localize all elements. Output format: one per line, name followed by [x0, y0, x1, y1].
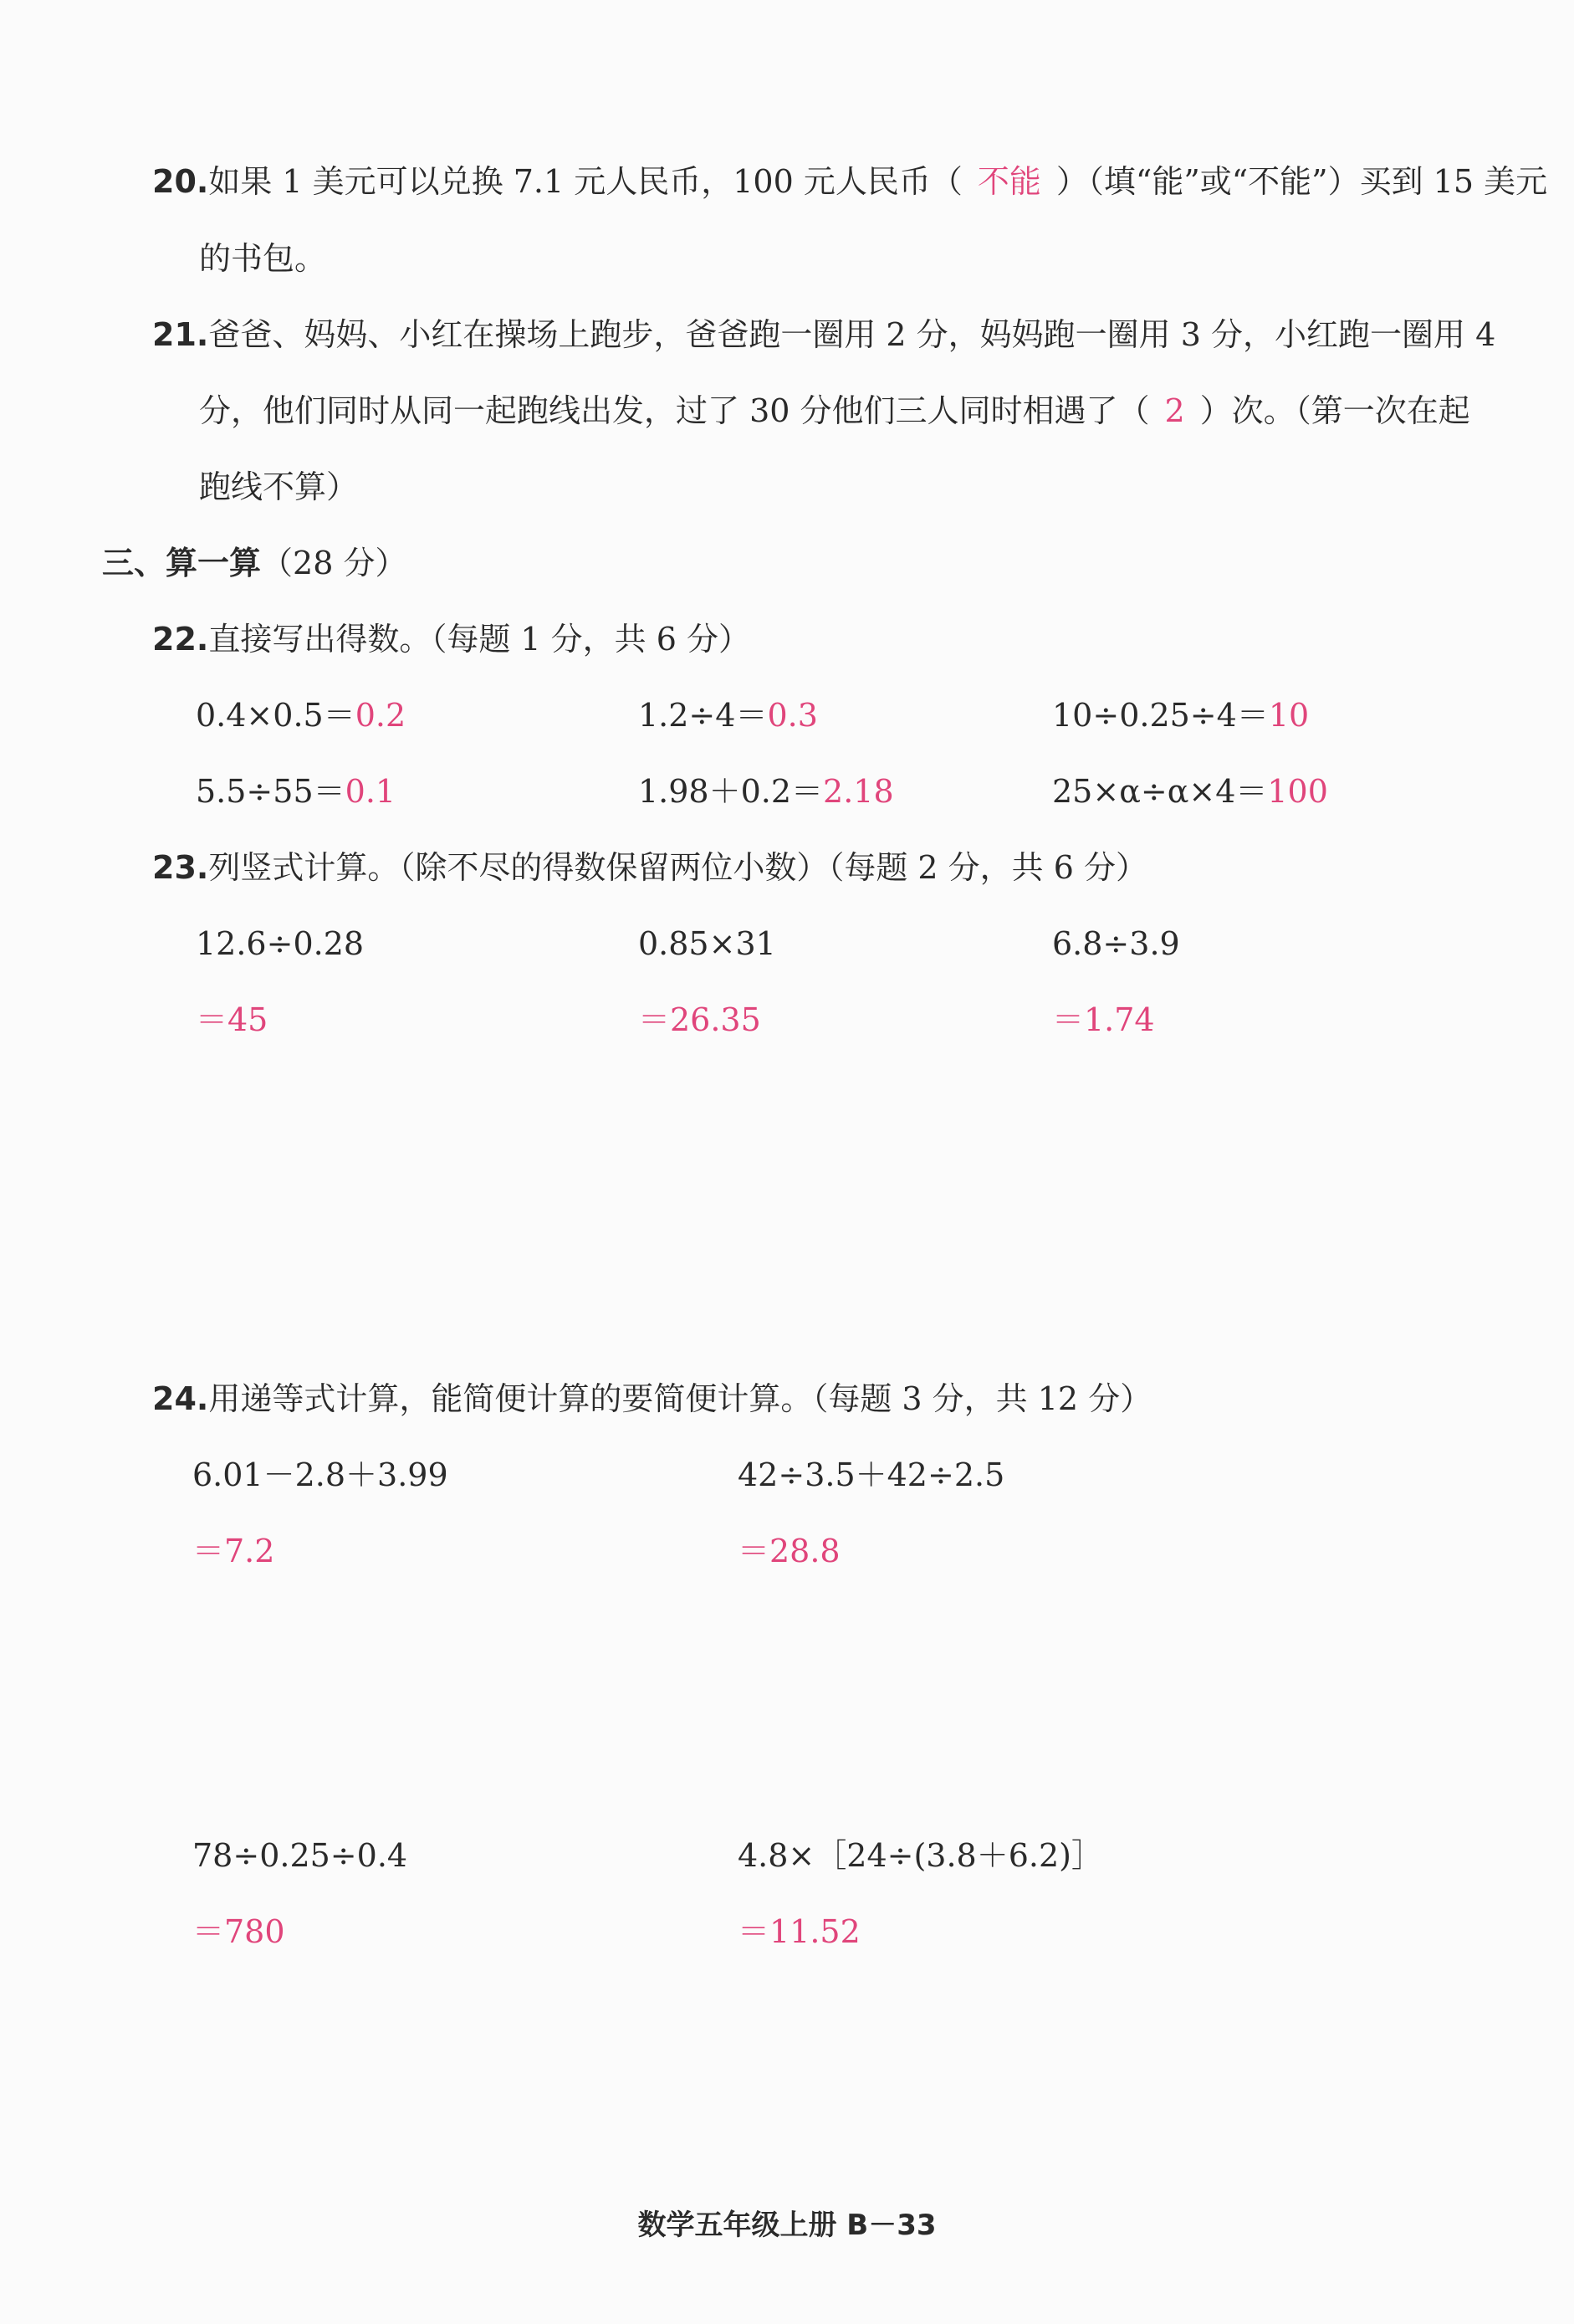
q22-item-2: [638, 697, 818, 734]
q20-text-b: ）（填“能”或“不能”）买到 15 美元: [1055, 163, 1548, 200]
q24-expr-2: 42÷3.5＋42÷2.5: [738, 1456, 1005, 1493]
q22-expr: 0.4×0.5＝: [196, 697, 355, 734]
q24-heading: [152, 1380, 1152, 1417]
q22-item-1: [196, 697, 406, 734]
q21-number: 21.: [152, 316, 209, 353]
q22-expr: 10÷0.25÷4＝: [1052, 697, 1269, 734]
q21-text-1: 爸爸、妈妈、小红在操场上跑步，爸爸跑一圈用 2 分，妈妈跑一圈用 3 分，小红跑一圈用 4: [208, 316, 1496, 353]
q20-line1: [152, 163, 1548, 200]
q23-expr-2: 0.85×31: [638, 925, 776, 962]
q21-text-2a: 分，他们同时从同一起跑线出发，过了 30 分他们三人同时相遇了（: [199, 392, 1150, 429]
q22-item-5: [638, 773, 894, 810]
q24-answer-2: ＝28.8: [738, 1533, 841, 1569]
q22-answer: 10: [1268, 697, 1310, 734]
q24-note: （每题 3 分，共 12 分）: [812, 1380, 1152, 1417]
q21-text-2b: ）次。（第一次在起: [1199, 392, 1470, 429]
q23-heading: [152, 849, 1148, 886]
q21-answer: 2: [1164, 392, 1185, 429]
q22-item-4: [196, 773, 396, 810]
q22-answer: 0.2: [355, 697, 406, 734]
q22-expr: 1.98＋0.2＝: [638, 773, 824, 810]
q23-answer-3: ＝1.74: [1052, 1001, 1155, 1038]
q22-note: （每题 1 分，共 6 分）: [431, 621, 751, 658]
q23-note: （除不尽的得数保留两位小数）（每题 2 分，共 6 分）: [399, 849, 1148, 886]
q22-heading: [152, 621, 751, 658]
q23-answer-2: ＝26.35: [638, 1001, 761, 1038]
q20-text-a: 如果 1 美元可以兑换 7.1 元人民币，100 元人民币（: [208, 163, 963, 200]
q22-answer: 100: [1267, 773, 1328, 810]
q24-number: 24.: [152, 1380, 209, 1417]
q23-title: 列竖式计算。: [208, 849, 400, 886]
section-3-score: （28 分）: [261, 545, 407, 581]
q20-number: 20.: [152, 163, 209, 200]
q23-answer-1: ＝45: [196, 1001, 268, 1038]
q22-number: 22.: [152, 621, 209, 658]
q24-answer-1: ＝7.2: [192, 1533, 275, 1569]
q24-expr-3: 78÷0.25÷0.4: [192, 1837, 408, 1874]
q24-answer-4: ＝11.52: [738, 1913, 861, 1950]
q22-answer: 0.1: [345, 773, 396, 810]
q21-line3: 跑线不算）: [199, 468, 359, 505]
q22-expr: 25×α÷α×4＝: [1052, 773, 1268, 810]
q21-line2: [199, 392, 1470, 429]
section-3-heading: [102, 547, 406, 579]
q20-line2: 的书包。: [199, 240, 327, 277]
q23-expr-3: 6.8÷3.9: [1052, 925, 1180, 962]
q23-number: 23.: [152, 849, 209, 886]
q23-expr-1: 12.6÷0.28: [196, 925, 365, 962]
q22-answer: 2.18: [823, 773, 894, 810]
q21-line1: [152, 316, 1496, 353]
q22-item-6: [1052, 773, 1328, 810]
q20-answer: 不能: [977, 163, 1041, 200]
q24-expr-1: 6.01－2.8＋3.99: [192, 1456, 448, 1493]
q22-title: 直接写出得数。: [208, 621, 432, 658]
page-footer: 数学五年级上册 B－33: [637, 2209, 937, 2242]
q22-item-3: [1052, 697, 1310, 734]
q22-expr: 1.2÷4＝: [638, 697, 768, 734]
q22-answer: 0.3: [767, 697, 818, 734]
q22-expr: 5.5÷55＝: [196, 773, 345, 810]
section-3-title: 三、算一算: [102, 545, 262, 581]
q24-answer-3: ＝780: [192, 1913, 285, 1950]
q24-title: 用递等式计算，能简便计算的要简便计算。: [208, 1380, 813, 1417]
q24-expr-4: 4.8×［24÷(3.8＋6.2)］: [738, 1837, 1103, 1874]
